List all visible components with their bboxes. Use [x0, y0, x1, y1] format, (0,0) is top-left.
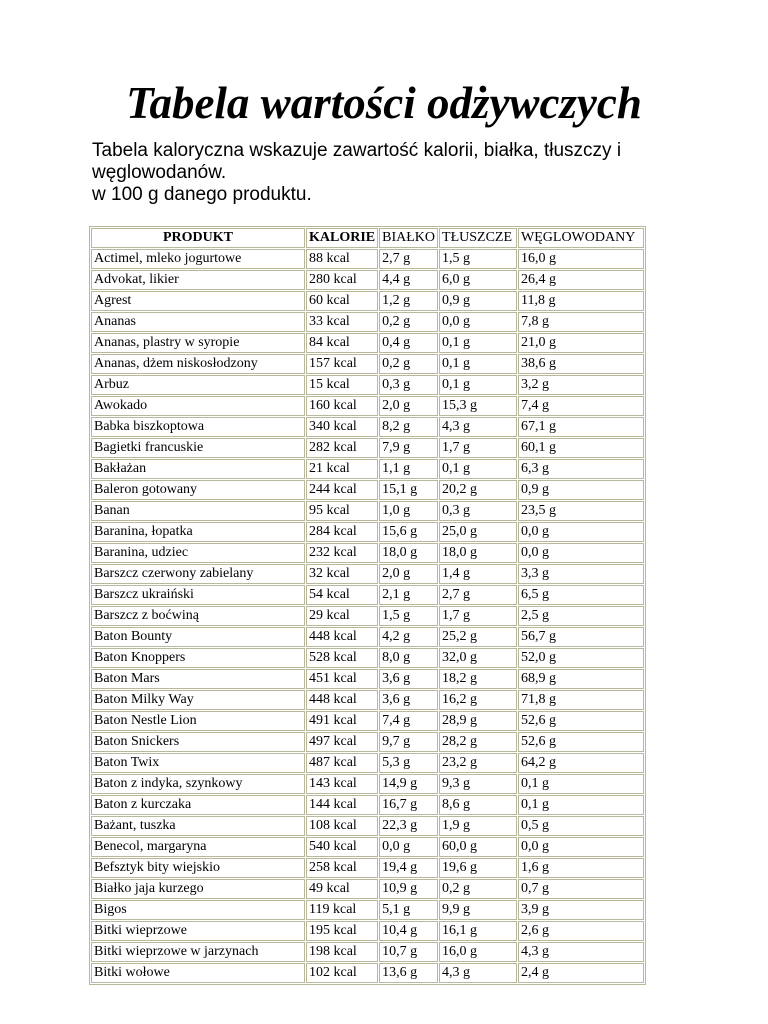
cell-protein: 2,1 g: [379, 585, 438, 605]
header-produkt: PRODUKT: [91, 228, 305, 248]
table-row: [91, 942, 644, 962]
cell-calories: 29 kcal: [306, 606, 378, 626]
cell-protein: 2,0 g: [379, 564, 438, 584]
cell-fat: 4,3 g: [439, 417, 517, 437]
table-row: [91, 795, 644, 815]
cell-fat: 28,2 g: [439, 732, 517, 752]
cell-product: Baranina, łopatka: [91, 522, 305, 542]
table-header-row: [91, 228, 644, 248]
cell-fat: 0,1 g: [439, 333, 517, 353]
cell-carbs: 0,0 g: [518, 543, 644, 563]
cell-fat: 0,1 g: [439, 354, 517, 374]
table-row: [91, 648, 644, 668]
table-row: [91, 333, 644, 353]
cell-calories: 282 kcal: [306, 438, 378, 458]
cell-protein: 1,1 g: [379, 459, 438, 479]
cell-fat: 1,4 g: [439, 564, 517, 584]
cell-carbs: 64,2 g: [518, 753, 644, 773]
cell-protein: 1,0 g: [379, 501, 438, 521]
cell-fat: 0,3 g: [439, 501, 517, 521]
cell-carbs: 0,1 g: [518, 795, 644, 815]
cell-calories: 448 kcal: [306, 627, 378, 647]
cell-carbs: 0,9 g: [518, 480, 644, 500]
cell-carbs: 67,1 g: [518, 417, 644, 437]
cell-calories: 540 kcal: [306, 837, 378, 857]
cell-product: Bażant, tuszka: [91, 816, 305, 836]
cell-fat: 20,2 g: [439, 480, 517, 500]
cell-carbs: 0,5 g: [518, 816, 644, 836]
table-row: [91, 711, 644, 731]
cell-calories: 198 kcal: [306, 942, 378, 962]
cell-calories: 15 kcal: [306, 375, 378, 395]
cell-protein: 7,4 g: [379, 711, 438, 731]
cell-fat: 1,7 g: [439, 438, 517, 458]
table-row: [91, 249, 644, 269]
cell-carbs: 6,3 g: [518, 459, 644, 479]
cell-protein: 5,3 g: [379, 753, 438, 773]
cell-carbs: 16,0 g: [518, 249, 644, 269]
cell-carbs: 11,8 g: [518, 291, 644, 311]
table-row: [91, 900, 644, 920]
cell-fat: 60,0 g: [439, 837, 517, 857]
cell-product: Barszcz czerwony zabielany: [91, 564, 305, 584]
header-kalorie: KALORIE: [306, 228, 378, 248]
cell-calories: 244 kcal: [306, 480, 378, 500]
cell-product: Bitki wieprzowe w jarzynach: [91, 942, 305, 962]
cell-carbs: 0,1 g: [518, 774, 644, 794]
cell-fat: 9,9 g: [439, 900, 517, 920]
cell-product: Ananas, plastry w syropie: [91, 333, 305, 353]
cell-calories: 448 kcal: [306, 690, 378, 710]
cell-calories: 157 kcal: [306, 354, 378, 374]
intro-line: w 100 g danego produktu.: [92, 184, 312, 205]
cell-carbs: 71,8 g: [518, 690, 644, 710]
cell-product: Babka biszkoptowa: [91, 417, 305, 437]
table-row: [91, 753, 644, 773]
cell-product: Baton Twix: [91, 753, 305, 773]
cell-product: Banan: [91, 501, 305, 521]
cell-product: Benecol, margaryna: [91, 837, 305, 857]
table-row: [91, 417, 644, 437]
table-row: [91, 375, 644, 395]
cell-fat: 28,9 g: [439, 711, 517, 731]
cell-carbs: 38,6 g: [518, 354, 644, 374]
table-row: [91, 858, 644, 878]
cell-fat: 25,0 g: [439, 522, 517, 542]
cell-protein: 0,3 g: [379, 375, 438, 395]
cell-protein: 19,4 g: [379, 858, 438, 878]
table-row: [91, 396, 644, 416]
cell-protein: 0,2 g: [379, 354, 438, 374]
cell-calories: 49 kcal: [306, 879, 378, 899]
table-row: [91, 438, 644, 458]
intro-text: [92, 140, 692, 206]
cell-calories: 195 kcal: [306, 921, 378, 941]
cell-carbs: 2,5 g: [518, 606, 644, 626]
table-row: [91, 627, 644, 647]
cell-calories: 497 kcal: [306, 732, 378, 752]
cell-product: Bagietki francuskie: [91, 438, 305, 458]
cell-protein: 13,6 g: [379, 963, 438, 983]
cell-protein: 15,1 g: [379, 480, 438, 500]
cell-fat: 15,3 g: [439, 396, 517, 416]
cell-product: Baton Milky Way: [91, 690, 305, 710]
cell-fat: 0,1 g: [439, 375, 517, 395]
table-row: [91, 522, 644, 542]
table-row: [91, 690, 644, 710]
cell-calories: 108 kcal: [306, 816, 378, 836]
cell-calories: 528 kcal: [306, 648, 378, 668]
table-row: [91, 543, 644, 563]
table-row: [91, 501, 644, 521]
cell-calories: 54 kcal: [306, 585, 378, 605]
cell-product: Bitki wieprzowe: [91, 921, 305, 941]
table-row: [91, 480, 644, 500]
cell-carbs: 2,4 g: [518, 963, 644, 983]
cell-carbs: 21,0 g: [518, 333, 644, 353]
cell-carbs: 52,6 g: [518, 711, 644, 731]
cell-product: Bakłażan: [91, 459, 305, 479]
cell-carbs: 1,6 g: [518, 858, 644, 878]
cell-product: Baranina, udziec: [91, 543, 305, 563]
cell-fat: 6,0 g: [439, 270, 517, 290]
cell-fat: 1,7 g: [439, 606, 517, 626]
cell-carbs: 60,1 g: [518, 438, 644, 458]
cell-protein: 2,7 g: [379, 249, 438, 269]
cell-product: Actimel, mleko jogurtowe: [91, 249, 305, 269]
cell-protein: 1,5 g: [379, 606, 438, 626]
header-tluszcze: TŁUSZCZE: [439, 228, 517, 248]
cell-product: Advokat, likier: [91, 270, 305, 290]
cell-protein: 10,4 g: [379, 921, 438, 941]
cell-protein: 15,6 g: [379, 522, 438, 542]
cell-carbs: 4,3 g: [518, 942, 644, 962]
cell-fat: 16,0 g: [439, 942, 517, 962]
nutrition-table: [89, 226, 646, 985]
cell-fat: 1,5 g: [439, 249, 517, 269]
table-row: [91, 963, 644, 983]
cell-protein: 22,3 g: [379, 816, 438, 836]
cell-protein: 8,2 g: [379, 417, 438, 437]
cell-calories: 84 kcal: [306, 333, 378, 353]
cell-carbs: 2,6 g: [518, 921, 644, 941]
cell-protein: 16,7 g: [379, 795, 438, 815]
table-row: [91, 354, 644, 374]
cell-protein: 7,9 g: [379, 438, 438, 458]
table-row: [91, 564, 644, 584]
cell-product: Baton z indyka, szynkowy: [91, 774, 305, 794]
cell-calories: 119 kcal: [306, 900, 378, 920]
table-row: [91, 270, 644, 290]
cell-calories: 491 kcal: [306, 711, 378, 731]
cell-carbs: 6,5 g: [518, 585, 644, 605]
cell-carbs: 3,3 g: [518, 564, 644, 584]
cell-carbs: 52,6 g: [518, 732, 644, 752]
table-row: [91, 879, 644, 899]
cell-carbs: 56,7 g: [518, 627, 644, 647]
cell-product: Baleron gotowany: [91, 480, 305, 500]
cell-fat: 0,1 g: [439, 459, 517, 479]
cell-protein: 0,4 g: [379, 333, 438, 353]
cell-fat: 18,2 g: [439, 669, 517, 689]
cell-protein: 3,6 g: [379, 690, 438, 710]
header-weglowodany: WĘGLOWODANY: [518, 228, 644, 248]
cell-product: Baton Nestle Lion: [91, 711, 305, 731]
cell-protein: 2,0 g: [379, 396, 438, 416]
cell-protein: 9,7 g: [379, 732, 438, 752]
cell-calories: 21 kcal: [306, 459, 378, 479]
cell-calories: 258 kcal: [306, 858, 378, 878]
cell-product: Baton Knoppers: [91, 648, 305, 668]
table-row: [91, 732, 644, 752]
cell-fat: 2,7 g: [439, 585, 517, 605]
cell-product: Awokado: [91, 396, 305, 416]
cell-carbs: 0,0 g: [518, 837, 644, 857]
cell-protein: 5,1 g: [379, 900, 438, 920]
cell-fat: 32,0 g: [439, 648, 517, 668]
table-body: [91, 249, 644, 983]
cell-fat: 9,3 g: [439, 774, 517, 794]
cell-carbs: 52,0 g: [518, 648, 644, 668]
table-row: [91, 585, 644, 605]
cell-calories: 102 kcal: [306, 963, 378, 983]
cell-calories: 232 kcal: [306, 543, 378, 563]
cell-protein: 4,2 g: [379, 627, 438, 647]
cell-calories: 451 kcal: [306, 669, 378, 689]
table-row: [91, 774, 644, 794]
cell-calories: 487 kcal: [306, 753, 378, 773]
cell-fat: 0,2 g: [439, 879, 517, 899]
cell-product: Baton z kurczaka: [91, 795, 305, 815]
table-row: [91, 921, 644, 941]
cell-product: Białko jaja kurzego: [91, 879, 305, 899]
cell-calories: 340 kcal: [306, 417, 378, 437]
cell-fat: 0,0 g: [439, 312, 517, 332]
cell-calories: 60 kcal: [306, 291, 378, 311]
cell-calories: 284 kcal: [306, 522, 378, 542]
cell-calories: 33 kcal: [306, 312, 378, 332]
cell-protein: 10,7 g: [379, 942, 438, 962]
cell-fat: 16,1 g: [439, 921, 517, 941]
cell-carbs: 7,4 g: [518, 396, 644, 416]
cell-carbs: 3,2 g: [518, 375, 644, 395]
cell-fat: 1,9 g: [439, 816, 517, 836]
table-row: [91, 459, 644, 479]
cell-calories: 95 kcal: [306, 501, 378, 521]
cell-product: Arbuz: [91, 375, 305, 395]
cell-calories: 160 kcal: [306, 396, 378, 416]
cell-protein: 8,0 g: [379, 648, 438, 668]
intro-line: węglowodanów.: [92, 162, 227, 183]
cell-carbs: 3,9 g: [518, 900, 644, 920]
cell-calories: 280 kcal: [306, 270, 378, 290]
cell-product: Bigos: [91, 900, 305, 920]
cell-protein: 0,2 g: [379, 312, 438, 332]
cell-product: Ananas: [91, 312, 305, 332]
cell-fat: 18,0 g: [439, 543, 517, 563]
cell-protein: 4,4 g: [379, 270, 438, 290]
page-title: Tabela wartości odżywczych: [126, 78, 642, 128]
table-row: [91, 606, 644, 626]
cell-fat: 16,2 g: [439, 690, 517, 710]
table-row: [91, 312, 644, 332]
table-row: [91, 669, 644, 689]
cell-fat: 0,9 g: [439, 291, 517, 311]
header-bialko: BIAŁKO: [379, 228, 438, 248]
cell-product: Befsztyk bity wiejskio: [91, 858, 305, 878]
cell-product: Agrest: [91, 291, 305, 311]
cell-carbs: 23,5 g: [518, 501, 644, 521]
cell-protein: 18,0 g: [379, 543, 438, 563]
cell-calories: 88 kcal: [306, 249, 378, 269]
cell-protein: 1,2 g: [379, 291, 438, 311]
cell-product: Baton Bounty: [91, 627, 305, 647]
cell-fat: 19,6 g: [439, 858, 517, 878]
cell-product: Bitki wołowe: [91, 963, 305, 983]
table-row: [91, 837, 644, 857]
cell-product: Barszcz z boćwiną: [91, 606, 305, 626]
cell-carbs: 68,9 g: [518, 669, 644, 689]
cell-protein: 14,9 g: [379, 774, 438, 794]
cell-product: Baton Mars: [91, 669, 305, 689]
cell-carbs: 0,0 g: [518, 522, 644, 542]
cell-carbs: 7,8 g: [518, 312, 644, 332]
table-row: [91, 816, 644, 836]
cell-calories: 144 kcal: [306, 795, 378, 815]
cell-product: Ananas, dżem niskosłodzony: [91, 354, 305, 374]
cell-calories: 143 kcal: [306, 774, 378, 794]
cell-protein: 10,9 g: [379, 879, 438, 899]
cell-calories: 32 kcal: [306, 564, 378, 584]
cell-protein: 3,6 g: [379, 669, 438, 689]
cell-product: Barszcz ukraiński: [91, 585, 305, 605]
cell-fat: 4,3 g: [439, 963, 517, 983]
cell-fat: 25,2 g: [439, 627, 517, 647]
cell-fat: 23,2 g: [439, 753, 517, 773]
cell-carbs: 0,7 g: [518, 879, 644, 899]
cell-fat: 8,6 g: [439, 795, 517, 815]
cell-protein: 0,0 g: [379, 837, 438, 857]
table-row: [91, 291, 644, 311]
cell-carbs: 26,4 g: [518, 270, 644, 290]
cell-product: Baton Snickers: [91, 732, 305, 752]
intro-line: Tabela kaloryczna wskazuje zawartość kalorii, białka, tłuszczy i: [92, 140, 622, 161]
